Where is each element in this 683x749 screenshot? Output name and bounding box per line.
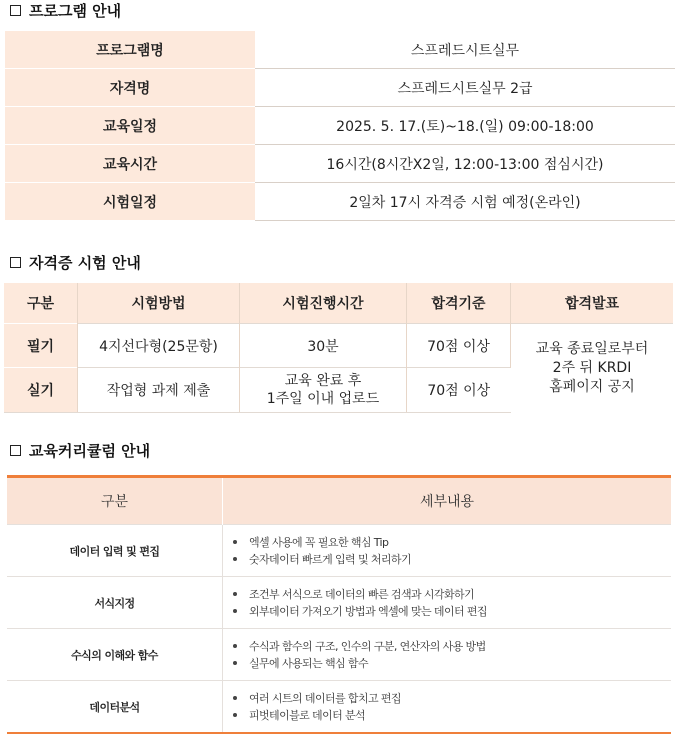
exam-heading-text: 자격증 시험 안내 xyxy=(29,254,141,272)
exam-type: 실기 xyxy=(4,368,78,413)
program-key: 시험일정 xyxy=(5,183,255,221)
program-value: 스프레드시트실무 2급 xyxy=(255,69,675,107)
program-heading-text: 프로그램 안내 xyxy=(29,2,122,20)
exam-info-table xyxy=(4,283,673,413)
detail-text: 조건부 서식으로 데이터의 빠른 검색과 시각화하기 xyxy=(249,587,475,601)
curriculum-details xyxy=(223,681,672,734)
program-key: 프로그램명 xyxy=(5,31,255,69)
list-item xyxy=(233,586,671,603)
exam-method: 4지선다형(25문항) xyxy=(78,324,240,368)
list-item xyxy=(233,534,671,551)
curriculum-details xyxy=(223,525,672,577)
table-row xyxy=(5,145,675,183)
detail-text: 피벗테이블로 데이터 분석 xyxy=(249,708,366,722)
exam-method: 작업형 과제 제출 xyxy=(78,368,240,413)
exam-time-line: 1주일 이내 업로드 xyxy=(266,391,380,407)
table-row xyxy=(7,629,671,681)
column-header: 합격발표 xyxy=(511,283,674,324)
bullet-icon xyxy=(233,609,237,613)
column-header: 합격기준 xyxy=(407,283,511,324)
table-row xyxy=(7,525,671,577)
detail-text: 수식과 함수의 구조, 인수의 구분, 연산자의 사용 방법 xyxy=(249,639,486,653)
exam-announcement xyxy=(511,324,674,413)
program-value: 스프레드시트실무 xyxy=(255,31,675,69)
detail-text: 여러 시트의 데이터를 합치고 편집 xyxy=(249,691,401,705)
detail-text: 숫자데이터 빠르게 입력 및 처리하기 xyxy=(249,552,411,566)
exam-time-line: 교육 완료 후 xyxy=(284,373,362,389)
column-header: 시험진행시간 xyxy=(240,283,407,324)
exam-type: 필기 xyxy=(4,324,78,368)
list-item xyxy=(233,690,671,707)
list-item xyxy=(233,707,671,724)
table-row xyxy=(5,183,675,221)
exam-time: 30분 xyxy=(240,324,407,368)
curriculum-category: 데이터 입력 및 편집 xyxy=(7,525,223,577)
program-section-heading xyxy=(10,0,121,21)
checkbox-square-icon xyxy=(10,445,21,456)
exam-pass-criteria: 70점 이상 xyxy=(407,368,511,413)
program-value: 16시간(8시간X2일, 12:00-13:00 점심시간) xyxy=(255,145,675,183)
table-row xyxy=(7,681,671,734)
curriculum-category: 수식의 이해와 함수 xyxy=(7,629,223,681)
table-header-row xyxy=(4,283,673,324)
curriculum-section-heading xyxy=(10,440,150,461)
table-header-row xyxy=(7,478,671,525)
checkbox-square-icon xyxy=(10,5,21,16)
announce-line: 홈페이지 공지 xyxy=(549,378,635,395)
exam-time xyxy=(240,368,407,413)
table-row xyxy=(5,107,675,145)
program-value: 2일차 17시 자격증 시험 예정(온라인) xyxy=(255,183,675,221)
curriculum-heading-text: 교육커리큘럼 안내 xyxy=(29,442,151,460)
program-key: 교육일정 xyxy=(5,107,255,145)
table-row xyxy=(7,577,671,629)
announce-line: 2주 뒤 KRDI xyxy=(552,359,632,376)
column-header: 시험방법 xyxy=(78,283,240,324)
list-item xyxy=(233,638,671,655)
program-key: 교육시간 xyxy=(5,145,255,183)
announce-line: 교육 종료일로부터 xyxy=(535,340,649,357)
list-item xyxy=(233,603,671,620)
column-header: 구분 xyxy=(7,478,223,525)
curriculum-category: 데이터분석 xyxy=(7,681,223,734)
curriculum-table xyxy=(7,478,671,734)
curriculum-details xyxy=(223,629,672,681)
program-value: 2025. 5. 17.(토)~18.(일) 09:00-18:00 xyxy=(255,107,675,145)
column-header: 구분 xyxy=(4,283,78,324)
program-key: 자격명 xyxy=(5,69,255,107)
table-row xyxy=(5,69,675,107)
program-info-table xyxy=(5,31,675,221)
bullet-icon xyxy=(233,696,237,700)
curriculum-details xyxy=(223,577,672,629)
checkbox-square-icon xyxy=(10,257,21,268)
table-row xyxy=(4,324,673,368)
curriculum-category: 서식지정 xyxy=(7,577,223,629)
bullet-icon xyxy=(233,644,237,648)
exam-pass-criteria: 70점 이상 xyxy=(407,324,511,368)
detail-text: 외부데이터 가져오기 방법과 엑셀에 맞는 데이터 편집 xyxy=(249,604,487,618)
list-item xyxy=(233,655,671,672)
detail-text: 엑셀 사용에 꼭 필요한 핵심 Tip xyxy=(249,535,389,549)
bullet-icon xyxy=(233,540,237,544)
exam-section-heading xyxy=(10,252,141,273)
bullet-icon xyxy=(233,661,237,665)
bullet-icon xyxy=(233,592,237,596)
table-row xyxy=(5,31,675,69)
list-item xyxy=(233,551,671,568)
detail-text: 실무에 사용되는 핵심 함수 xyxy=(249,656,368,670)
bullet-icon xyxy=(233,713,237,717)
column-header: 세부내용 xyxy=(223,478,672,525)
bullet-icon xyxy=(233,557,237,561)
